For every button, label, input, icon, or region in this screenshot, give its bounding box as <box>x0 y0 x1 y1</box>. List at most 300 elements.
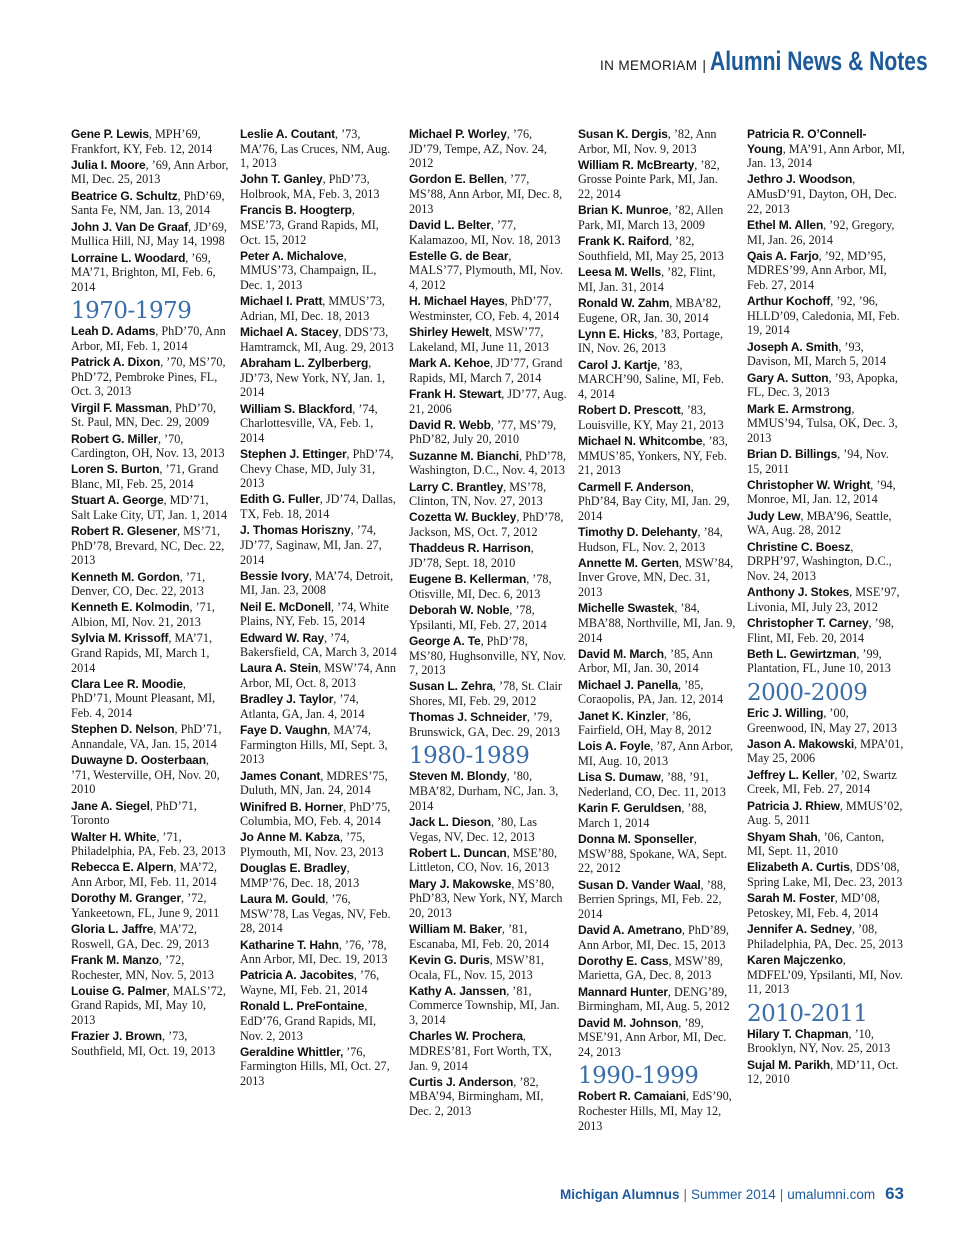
entry-name: Jack L. Dieson <box>409 814 491 829</box>
obituary-entry <box>747 540 905 584</box>
entry-details: , ’81, Escanaba, MI, Feb. 20, 2014 <box>409 922 550 951</box>
entry-name: Leslie A. Coutant <box>240 127 336 141</box>
entry-details: , MS’71, PhD’78, Brevard, NC, Dec. 22, 2013 <box>71 524 225 568</box>
obituary-entry <box>240 938 398 967</box>
entry-details: , MSW’88, Spokane, WA, Sept. 22, 2012 <box>578 832 728 876</box>
entry-details: , ’71, Westerville, OH, Nov. 20, 2010 <box>71 753 220 797</box>
entry-name: Anthony J. Stokes <box>747 585 850 600</box>
entry-name: Mark E. Armstrong <box>747 401 852 416</box>
entry-details: , MDRES’81, Fort Worth, TX, Jan. 9, 2014 <box>409 1029 552 1073</box>
obituary-entry <box>409 249 567 293</box>
column-3 <box>409 127 567 1120</box>
entry-name: Jane A. Siegel <box>71 798 150 813</box>
entry-details: , DENG’89, Birmingham, MI, Aug. 5, 2012 <box>578 984 730 1014</box>
entry-details: , MPH’69, Frankfort, KY, Feb. 12, 2014 <box>71 127 213 156</box>
obituary-entry <box>747 218 905 247</box>
entry-name: Joseph A. Smith <box>747 339 839 354</box>
entry-name: Abraham L. Zylberberg <box>240 356 369 371</box>
obituary-entry <box>409 1029 567 1073</box>
entry-name: David A. Ametrano <box>578 923 682 937</box>
obituary-entry <box>747 340 905 369</box>
obituary-entry <box>578 770 736 799</box>
obituary-entry <box>578 127 736 156</box>
obituary-entry <box>747 447 905 476</box>
obituary-entry <box>578 1016 736 1060</box>
obituary-entry <box>578 480 736 524</box>
obituary-entry <box>240 325 398 354</box>
entry-name: Winifred B. Horner <box>240 799 344 814</box>
entry-details: , EdS’90, Rochester Hills, MI, May 12, 2013 <box>578 1089 732 1133</box>
entry-name: Brian D. Billings <box>747 446 838 461</box>
entry-details: , PhD’73, Holbrook, MA, Feb. 3, 2013 <box>240 172 380 202</box>
entry-details: , AMusD’91, Dayton, OH, Dec. 22, 2013 <box>747 172 897 216</box>
column-5 <box>747 127 905 1089</box>
entry-details: , ’02, Swartz Creek, MI, Feb. 27, 2014 <box>747 767 897 797</box>
decade-heading: 1980-1989 <box>409 743 530 770</box>
obituary-entry <box>578 801 736 830</box>
entry-name: H. Michael Hayes <box>409 294 505 309</box>
entry-name: Janet K. Kinzler <box>578 708 666 723</box>
obituary-entry <box>578 923 736 952</box>
entry-name: Thaddeus R. Harrison <box>409 541 531 556</box>
entry-details: , MS’78, Clinton, TN, Nov. 27, 2013 <box>409 479 547 509</box>
entry-details: , DDS’08, Spring Lake, MI, Dec. 23, 2013 <box>747 860 903 889</box>
entry-details: , PhD’71, Annandale, VA, Jan. 15, 2014 <box>71 722 222 751</box>
entry-details: , MSW’84, Inver Grove, MN, Dec. 31, 2013 <box>578 555 734 600</box>
entry-name: Ethel M. Allen <box>747 217 824 232</box>
entry-name: Kevin G. Duris <box>409 953 490 967</box>
entry-name: Francis B. Hoogterp <box>240 203 352 218</box>
obituary-entry <box>240 892 398 936</box>
decade-heading: 2010-2011 <box>747 1000 868 1027</box>
entry-name: Robert D. Prescott <box>578 403 681 418</box>
entry-details: , MSW’74, Ann Arbor, MI, Oct. 8, 2013 <box>240 661 397 690</box>
entry-name: Rebecca E. Alpern <box>71 860 174 875</box>
obituary-entry <box>578 678 736 707</box>
entry-name: Judy Lew <box>747 508 801 523</box>
entry-name: Patricia A. Jacobites <box>240 968 354 983</box>
entry-name: Louise G. Palmer <box>71 983 167 998</box>
entry-name: John J. Van De Graaf <box>71 219 189 234</box>
entry-name: Donna M. Sponseller <box>578 832 694 847</box>
entry-details: , ’72, Rochester, MN, Nov. 5, 2013 <box>71 953 214 982</box>
obituary-entry <box>409 984 567 1028</box>
entry-name: Deborah W. Noble <box>409 603 510 618</box>
entry-name: Leah D. Adams <box>71 324 156 339</box>
entry-name: Lisa S. Dumaw <box>578 770 661 785</box>
obituary-entry <box>409 541 567 570</box>
obituary-entry <box>240 723 398 767</box>
entry-details: , ’83, Portage, IN, Nov. 26, 2013 <box>578 326 724 356</box>
entry-name: Brian K. Munroe <box>578 203 669 218</box>
entry-details: , PhD’78, MS’80, Hughsonville, NY, Nov. 7, 2013 <box>409 633 567 678</box>
obituary-entry <box>71 462 229 491</box>
obituary-entry <box>747 1027 905 1056</box>
issue-label: Summer 2014 <box>690 1187 776 1202</box>
entry-name: Sylvia M. Krissoff <box>71 631 169 646</box>
entry-details: , MMUS’94, Tulsa, OK, Dec. 3, 2013 <box>747 401 898 445</box>
entry-details: , ’73, MA’76, Las Cruces, NM, Aug. 1, 2013 <box>240 127 391 171</box>
entry-details: , MSE’97, Livonia, MI, July 23, 2012 <box>747 585 900 614</box>
entry-name: David R. Webb <box>409 417 491 432</box>
entry-name: Ronald L. PreFontaine <box>240 999 365 1014</box>
entry-name: Hilary T. Chapman <box>747 1026 849 1041</box>
obituary-entry <box>240 249 398 293</box>
entry-details: , MD’11, Oct. 12, 2010 <box>747 1057 899 1087</box>
obituary-entry <box>240 999 398 1043</box>
entry-details: , MMUS’73, Champaign, IL, Dec. 1, 2013 <box>240 248 377 292</box>
entry-details: , ’82, Grosse Pointe Park, MI, Jan. 22, 2014 <box>578 157 720 202</box>
obituary-entry <box>747 891 905 920</box>
entry-name: Jethro J. Woodson <box>747 172 853 187</box>
obituary-entry <box>240 127 398 171</box>
entry-name: Michael N. Whitcombe <box>578 434 703 449</box>
entry-name: Thomas J. Schneider <box>409 710 527 725</box>
entry-name: Loren S. Burton <box>71 462 160 477</box>
entry-name: Shirley Hewelt <box>409 325 489 340</box>
entry-name: Carmell F. Anderson <box>578 479 691 494</box>
entry-name: Cozetta W. Buckley <box>409 510 517 525</box>
entry-name: Beatrice G. Schultz <box>71 188 178 203</box>
entry-name: Karin F. Geruldsen <box>578 801 682 816</box>
entry-name: James Conant <box>240 768 321 783</box>
entry-details: , ’76, ’78, Ann Arbor, MI, Dec. 19, 2013 <box>240 937 388 967</box>
entry-details: , ’76, JD’79, Tempe, AZ, Nov. 24, 2012 <box>409 127 547 171</box>
entry-details: , PhD’74, Chevy Chase, MD, July 31, 2013 <box>240 446 394 491</box>
entry-details: , EdD’76, Grand Rapids, MI, Nov. 2, 2013 <box>240 999 377 1043</box>
entry-details: , ’80, MBA’82, Durham, NC, Jan. 3, 2014 <box>409 769 559 813</box>
obituary-entry <box>747 799 905 828</box>
obituary-entry <box>71 722 229 751</box>
entry-name: Susan D. Vander Waal <box>578 877 701 892</box>
entry-details: , MDFEL’09, Ypsilanti, MI, Nov. 11, 2013 <box>747 953 903 997</box>
obituary-entry <box>409 922 567 951</box>
entry-details: , ’93, Apopka, FL, Dec. 3, 2013 <box>747 370 898 400</box>
entry-name: Edith G. Fuller <box>240 492 320 507</box>
obituary-entry <box>71 631 229 675</box>
entry-details: , DDS’73, Hamtramck, MI, Aug. 29, 2013 <box>240 325 394 354</box>
entry-name: Leesa M. Wells <box>578 265 662 280</box>
obituary-entry <box>409 603 567 632</box>
entry-name: Duwayne D. Oosterbaan <box>71 753 206 768</box>
entry-details: , MSE’80, Littleton, CO, Nov. 16, 2013 <box>409 845 558 875</box>
entry-name: Christine C. Boesz <box>747 539 851 554</box>
obituary-entry <box>240 523 398 567</box>
obituary-entry <box>409 356 567 385</box>
page-footer <box>560 1184 904 1204</box>
entry-details: , ’08, Philadelphia, PA, Dec. 25, 2013 <box>747 922 903 951</box>
entry-details: , ’71, Denver, CO, Dec. 22, 2013 <box>71 569 206 599</box>
entry-details: , ’70, MS’70, PhD’72, Pembroke Pines, FL, Oct. 3, 2013 <box>71 355 226 399</box>
entry-name: Patrick A. Dixon <box>71 355 161 370</box>
entry-details: , ’83, MMUS’85, Yonkers, NY, Feb. 21, 2013 <box>578 434 728 478</box>
obituary-entry <box>240 661 398 690</box>
obituary-entry <box>409 418 567 447</box>
entry-details: , ’10, Brooklyn, NY, Nov. 25, 2013 <box>747 1026 891 1056</box>
section-kicker: IN MEMORIAM <box>599 58 698 73</box>
entry-details: , MALS’77, Plymouth, MI, Nov. 4, 2012 <box>409 248 563 292</box>
entry-name: Karen Majczenko <box>747 953 843 967</box>
entry-name: Jo Anne M. Kabza <box>240 830 340 845</box>
entry-name: Laura A. Stein <box>240 661 319 676</box>
entry-details: , ’77, Kalamazoo, MI, Nov. 18, 2013 <box>409 217 561 247</box>
entry-name: Susan K. Dergis <box>578 127 668 141</box>
obituary-entry <box>747 922 905 951</box>
entry-name: John T. Ganley <box>240 172 323 187</box>
obituary-entry <box>409 127 567 171</box>
header-separator: | <box>702 57 706 73</box>
obituary-entry <box>240 830 398 859</box>
obituary-entry <box>71 860 229 889</box>
obituary-entry <box>578 601 736 645</box>
entry-details: , PhD’69, Santa Fe, NM, Jan. 13, 2014 <box>71 188 225 218</box>
obituary-entry <box>71 251 229 295</box>
obituary-entry <box>240 492 398 521</box>
entry-details: , MA’74, Farmington Hills, MI, Sept. 3, 2013 <box>240 723 388 767</box>
entry-name: Kathy A. Janssen <box>409 983 507 998</box>
entry-name: Gordon E. Bellen <box>409 172 504 187</box>
obituary-entry <box>409 572 567 601</box>
entry-details: , ’85, Ann Arbor, MI, Jan. 30, 2014 <box>578 646 713 676</box>
entry-details: , MSW’81, Ocala, FL, Nov. 15, 2013 <box>409 953 545 982</box>
entry-details: , ’81, Commerce Township, MI, Jan. 3, 2014 <box>409 983 560 1028</box>
entry-name: Stuart A. George <box>71 493 164 508</box>
entry-name: William R. McBrearty <box>578 157 695 172</box>
obituary-entry <box>240 172 398 201</box>
entry-details: , PhD’71, Toronto <box>71 798 197 828</box>
entry-name: Mannard Hunter <box>578 984 668 999</box>
entry-name: William S. Blackford <box>240 401 353 416</box>
decade-heading: 1990-1999 <box>578 1063 699 1090</box>
entry-details: , ’00, Greenwood, IN, May 27, 2013 <box>747 706 897 735</box>
obituary-entry <box>578 1089 736 1133</box>
entry-details: , ’74, Atlanta, GA, Jan. 4, 2014 <box>240 692 365 721</box>
entry-details: , MMP’76, Dec. 18, 2013 <box>240 861 360 890</box>
entry-name: Eugene B. Kellerman <box>409 572 527 587</box>
obituary-entry <box>578 739 736 768</box>
entry-details: , MD’71, Salt Lake City, UT, Jan. 1, 2014 <box>71 493 228 522</box>
entry-name: Suzanne M. Bianchi <box>409 448 519 463</box>
entry-name: Gary A. Sutton <box>747 370 829 385</box>
entry-details: , ’92, ’96, HLLD’09, Caledonia, MI, Feb. 19, 2014 <box>747 294 900 338</box>
entry-details: , MA’91, Ann Arbor, MI, Jan. 13, 2014 <box>747 141 905 171</box>
entry-name: Patricia R. O’Connell-Young <box>747 127 867 156</box>
obituary-entry <box>71 189 229 218</box>
entry-details: , ’94, Nov. 15, 2011 <box>747 446 889 476</box>
entry-name: Katharine T. Hahn <box>240 937 339 952</box>
entry-details: , PhD’84, Bay City, MI, Jan. 29, 2014 <box>578 479 730 523</box>
entry-name: Robert L. Duncan <box>409 845 507 860</box>
entry-details: , MBA’82, Eugene, OR, Jan. 30, 2014 <box>578 295 722 325</box>
magazine-name: Michigan Alumnus <box>559 1187 680 1202</box>
entry-name: Sujal M. Parikh <box>747 1057 831 1072</box>
entry-name: Michael A. Stacey <box>240 325 339 340</box>
obituary-entry <box>71 220 229 249</box>
obituary-entry <box>578 525 736 554</box>
entry-details: , MSW’89, Marietta, GA, Dec. 8, 2013 <box>578 953 723 983</box>
obituary-entry <box>747 478 905 507</box>
entry-details: , JD’74, Dallas, TX, Feb. 18, 2014 <box>240 492 396 522</box>
entry-name: Steven M. Blondy <box>409 769 507 784</box>
entry-name: Lorraine L. Woodard <box>71 250 186 265</box>
obituary-entry <box>409 172 567 216</box>
entry-details: , PhD’78, Jackson, MS, Oct. 7, 2012 <box>409 510 564 539</box>
entry-details: , ’83, Louisville, KY, May 21, 2013 <box>578 403 724 432</box>
entry-name: Ronald W. Zahm <box>578 295 670 310</box>
entry-details: , PhD’78, Washington, D.C., Nov. 4, 2013 <box>409 448 567 478</box>
obituary-entry <box>240 800 398 829</box>
obituary-entry <box>578 647 736 676</box>
obituary-entry <box>409 953 567 982</box>
obituary-entry <box>71 432 229 461</box>
obituary-entry <box>747 402 905 446</box>
obituary-entry <box>71 524 229 568</box>
entry-details: , ’98, Flint, MI, Feb. 20, 2014 <box>747 615 894 645</box>
entry-details: , ’93, Davison, MI, March 5, 2014 <box>747 339 887 369</box>
entry-name: Robert G. Miller <box>71 431 158 446</box>
entry-details: , ’92, MD’95, MDRES’99, Ann Arbor, MI, Feb. 27, 2014 <box>747 248 887 292</box>
obituary-entry <box>578 327 736 356</box>
entry-name: Frazier J. Brown <box>71 1029 162 1044</box>
obituary-entry <box>71 922 229 951</box>
site-link[interactable]: umalumni.com <box>787 1187 876 1202</box>
page-header <box>599 46 928 82</box>
obituary-entry <box>409 769 567 813</box>
entry-name: Timothy D. Delehanty <box>578 525 698 539</box>
obituary-entry <box>240 203 398 247</box>
entry-name: Frank H. Stewart <box>409 386 502 401</box>
entry-details: , MSW’77, Lakeland, MI, June 11, 2013 <box>409 325 550 354</box>
entry-name: Eric J. Willing <box>747 706 824 720</box>
entry-name: Lois A. Foyle <box>578 739 651 754</box>
entry-details: , ’82, Flint, MI, Jan. 31, 2014 <box>578 265 716 294</box>
obituary-entry <box>71 158 229 187</box>
entry-name: Virgil F. Massman <box>71 400 169 415</box>
page-number: 63 <box>885 1184 904 1203</box>
entry-name: Stephen J. Ettinger <box>240 446 347 461</box>
entry-details: , PhD’70, Ann Arbor, MI, Feb. 1, 2014 <box>71 324 226 353</box>
obituary-entry <box>71 570 229 599</box>
obituary-entry <box>409 325 567 354</box>
entry-name: Mary J. Makowske <box>409 876 512 891</box>
entry-details: , MMUS’02, Aug. 5, 2011 <box>747 798 903 828</box>
obituary-entry <box>409 1075 567 1119</box>
obituary-entry <box>240 1045 398 1089</box>
entry-name: Dorothy E. Cass <box>578 953 669 968</box>
obituary-entry <box>578 878 736 922</box>
entry-name: Qais A. Farjo <box>747 248 819 263</box>
obituary-entry <box>747 294 905 338</box>
entry-details: , ’99, Plantation, FL, June 10, 2013 <box>747 646 891 676</box>
obituary-entry <box>747 249 905 293</box>
entry-details: , MA’72, Roswell, GA, Dec. 29, 2013 <box>71 922 210 951</box>
entry-details: , ’71, Albion, MI, Nov. 21, 2013 <box>71 600 215 630</box>
obituary-entry <box>409 846 567 875</box>
entry-name: Frank M. Manzo <box>71 953 159 967</box>
obituary-entry <box>409 480 567 509</box>
entry-name: Curtis J. Anderson <box>409 1074 514 1089</box>
obituary-entry <box>240 447 398 491</box>
obituary-entry <box>578 709 736 738</box>
entry-name: Stephen D. Nelson <box>71 722 175 737</box>
obituary-entry <box>71 401 229 430</box>
entry-details: , ’82, Allen Park, MI, March 13, 2009 <box>578 203 724 232</box>
entry-details: , ’06, Canton, MI, Sept. 11, 2010 <box>747 829 885 859</box>
column-4 <box>578 127 736 1135</box>
obituary-entry <box>747 616 905 645</box>
entry-details: , MS’80, PhD’83, New York, NY, March 20, 2013 <box>409 876 563 920</box>
entry-name: Michael I. Pratt <box>240 294 323 309</box>
entry-name: Beth L. Gewirtzman <box>747 646 857 661</box>
entry-details: , PhD’89, Ann Arbor, MI, Dec. 15, 2013 <box>578 923 729 952</box>
entry-details: , ’92, Gregory, MI, Jan. 26, 2014 <box>747 217 895 247</box>
entry-name: Gene P. Lewis <box>71 127 149 141</box>
obituary-entry <box>71 600 229 629</box>
entry-name: Douglas E. Bradley <box>240 861 347 876</box>
obituary-entry <box>578 434 736 478</box>
obituary-entry <box>71 324 229 353</box>
obituary-entry <box>71 677 229 721</box>
entry-details: , MPA’01, May 25, 2006 <box>747 736 904 766</box>
entry-name: Neil E. McDonell <box>240 599 331 614</box>
entry-name: Kenneth E. Kolmodin <box>71 600 190 615</box>
entry-details: , MMUS’73, Adrian, MI, Dec. 18, 2013 <box>240 294 385 323</box>
obituary-entry <box>578 158 736 202</box>
obituary-entry <box>409 510 567 539</box>
obituary-entry <box>409 294 567 323</box>
obituary-entry <box>71 493 229 522</box>
entry-details: , ’73, Southfield, MI, Oct. 19, 2013 <box>71 1029 216 1058</box>
entry-name: Christopher W. Wright <box>747 477 871 492</box>
obituary-entry <box>71 891 229 920</box>
obituary-entry <box>71 753 229 797</box>
entry-details: , ’74, Charlottesville, VA, Feb. 1, 2014 <box>240 401 378 445</box>
obituary-entry <box>747 1058 905 1087</box>
obituary-entry <box>71 1029 229 1058</box>
obituary-entry <box>578 203 736 232</box>
obituary-entry <box>747 127 905 171</box>
entry-details: , ’83, MARCH’90, Saline, MI, Feb. 4, 2014 <box>578 357 724 401</box>
entry-details: , ’71, Philadelphia, PA, Feb. 23, 2013 <box>71 829 226 859</box>
obituary-entry <box>747 768 905 797</box>
entry-details: , ’88, ’91, Nederland, CO, Dec. 11, 2013 <box>578 770 726 799</box>
entry-name: J. Thomas Horiszny <box>240 523 351 538</box>
entry-details: , ’74, Bakersfield, CA, March 3, 2014 <box>240 630 397 660</box>
obituary-entry <box>578 234 736 263</box>
entry-details: , MA’72, Ann Arbor, MI, Feb. 11, 2014 <box>71 860 218 889</box>
obituary-entry <box>71 355 229 399</box>
entry-details: , ’74, White Plains, NY, Feb. 15, 2014 <box>240 599 389 629</box>
entry-name: Michelle Swastek <box>578 601 675 616</box>
entry-name: Carol J. Kartje <box>578 357 658 372</box>
entry-details: , ’78, St. Clair Shores, MI, Feb. 29, 2012 <box>409 679 562 708</box>
entry-name: Peter A. Michalove <box>240 248 344 263</box>
obituary-entry <box>578 985 736 1014</box>
entry-name: Frank K. Raiford <box>578 234 669 249</box>
entry-name: David M. Johnson <box>578 1015 679 1030</box>
obituary-entry <box>409 218 567 247</box>
obituary-entry <box>240 968 398 997</box>
obituary-entry <box>71 953 229 982</box>
entry-details: , ’78, Ypsilanti, MI, Feb. 27, 2014 <box>409 603 547 632</box>
obituary-entry <box>747 371 905 400</box>
entry-details: , ’77, MS’79, PhD’82, July 20, 2010 <box>409 417 557 447</box>
entry-details: , JD’78, Sept. 18, 2010 <box>409 541 534 570</box>
entry-details: , PhD’77, Westminster, CO, Feb. 4, 2014 <box>409 294 560 323</box>
entry-name: Faye D. Vaughn <box>240 723 328 738</box>
entry-name: Geraldine Whittler, <box>240 1044 344 1059</box>
obituary-entry <box>240 861 398 890</box>
